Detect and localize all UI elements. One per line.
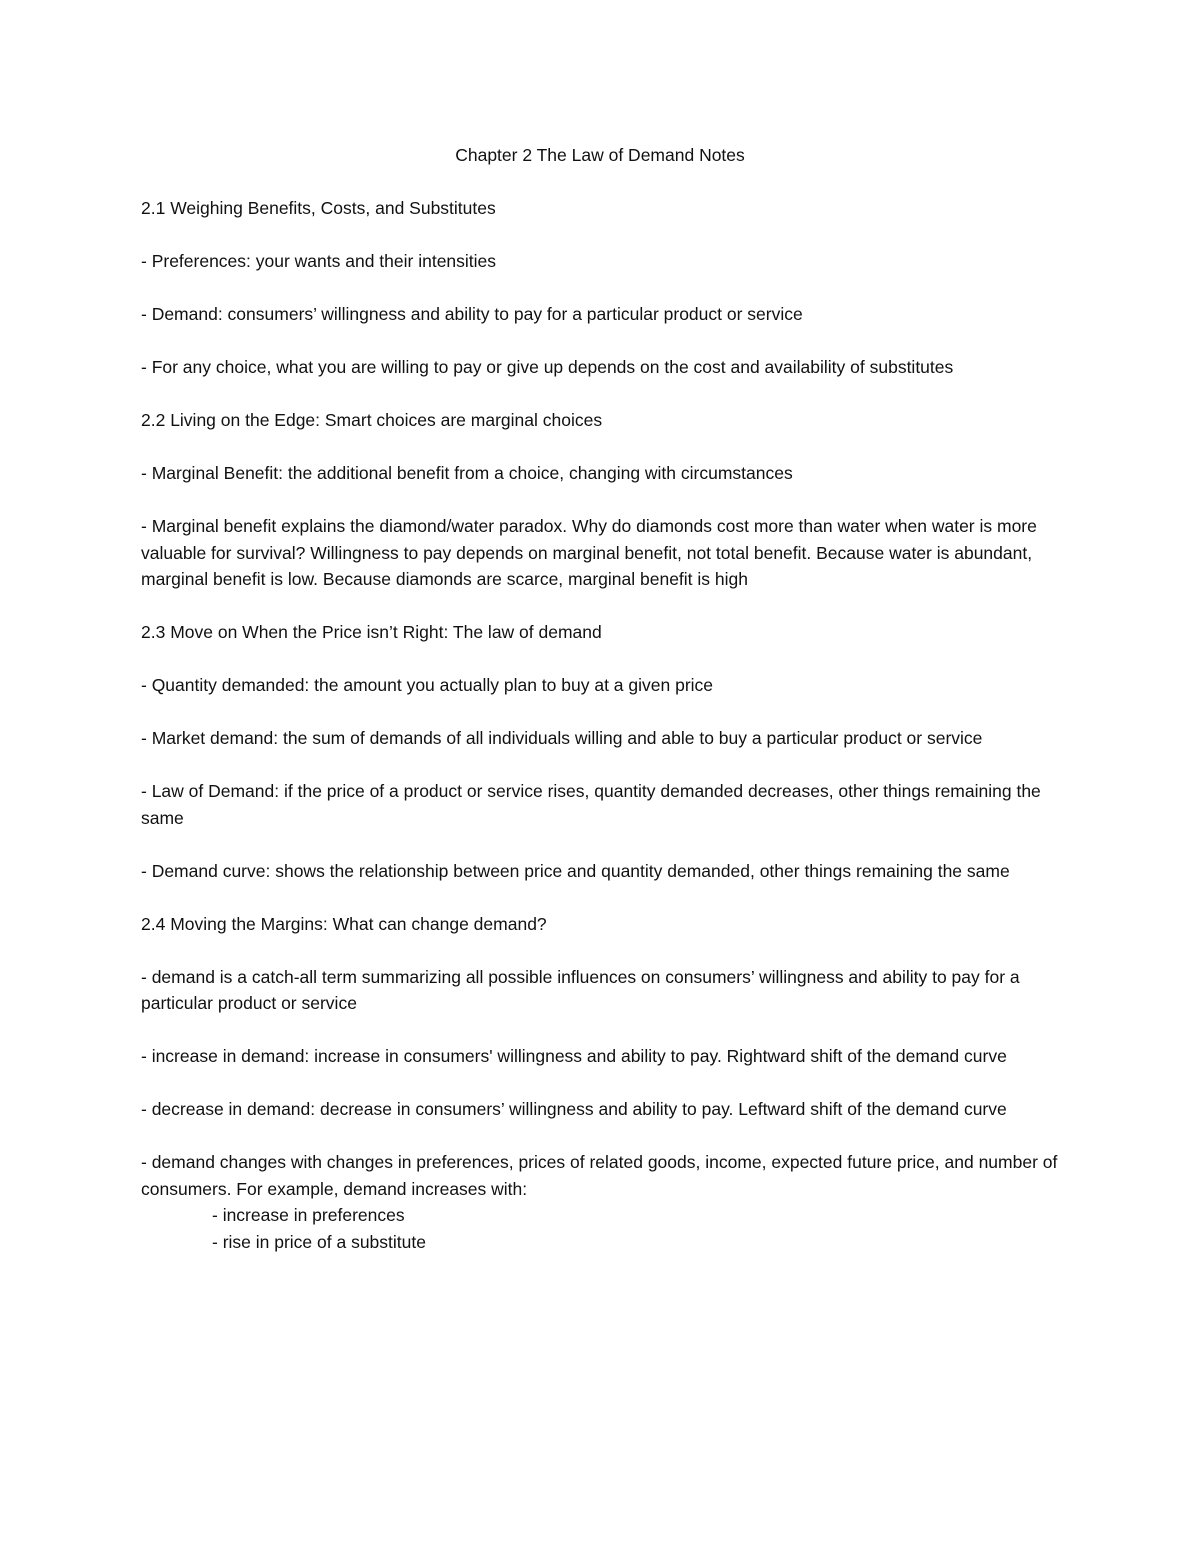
- list-item: - rise in price of a substitute: [212, 1231, 426, 1252]
- note-demand-catch-all: - demand is a catch-all term summarizing all possible influences on consumers’ willingness and ability to pay for a particular product or service: [141, 966, 1020, 1013]
- section-heading-2-3: 2.3 Move on When the Price isn’t Right: The law of demand: [141, 622, 602, 642]
- note-market-demand: - Market demand: the sum of demands of all individuals willing and able to buy a particular product or service: [141, 728, 983, 748]
- note-decrease-in-demand: - decrease in demand: decrease in consumers’ willingness and ability to pay. Leftward shift of the demand curve: [141, 1099, 1007, 1119]
- list-item: - increase in preferences: [212, 1205, 405, 1225]
- section-heading-2-2: 2.2 Living on the Edge: Smart choices are marginal choices: [141, 410, 603, 430]
- note-demand: - Demand: consumers’ willingness and ability to pay for a particular product or service: [141, 304, 803, 324]
- demand-increase-list: [141, 1202, 1061, 1255]
- note-increase-in-demand: - increase in demand: increase in consumers' willingness and ability to pay. Rightward shift of the demand curve: [141, 1046, 1007, 1066]
- note-demand-changes: - demand changes with changes in preferences, prices of related goods, income, expected future price, and number of consumers. For example, demand increases with:: [141, 1152, 1058, 1199]
- note-marginal-benefit: - Marginal Benefit: the additional benefit from a choice, changing with circumstances: [141, 463, 793, 483]
- section-heading-2-4: 2.4 Moving the Margins: What can change demand?: [141, 913, 547, 934]
- note-preferences: - Preferences: your wants and their intensities: [141, 251, 497, 271]
- section-heading-2-1: 2.1 Weighing Benefits, Costs, and Substitutes: [141, 198, 496, 218]
- document-body: [141, 195, 1061, 1255]
- note-diamond-water-paradox: - Marginal benefit explains the diamond/water paradox. Why do diamonds cost more than water when water is more valuable for survival? Willingness to pay depends on marginal benefit, not total benefit. Because water is abundant, marginal benefit is low. Because diamonds are scarce, marginal benefit is high: [141, 516, 1037, 589]
- note-law-of-demand: - Law of Demand: if the price of a product or service rises, quantity demanded decreases, other things remaining the same: [141, 781, 1041, 828]
- document-title: Chapter 2 The Law of Demand Notes: [455, 145, 745, 165]
- note-quantity-demanded: - Quantity demanded: the amount you actually plan to buy at a given price: [141, 675, 714, 695]
- note-substitutes: - For any choice, what you are willing to pay or give up depends on the cost and availability of substitutes: [141, 357, 954, 377]
- note-demand-curve: - Demand curve: shows the relationship between price and quantity demanded, other things remaining the same: [141, 860, 1010, 881]
